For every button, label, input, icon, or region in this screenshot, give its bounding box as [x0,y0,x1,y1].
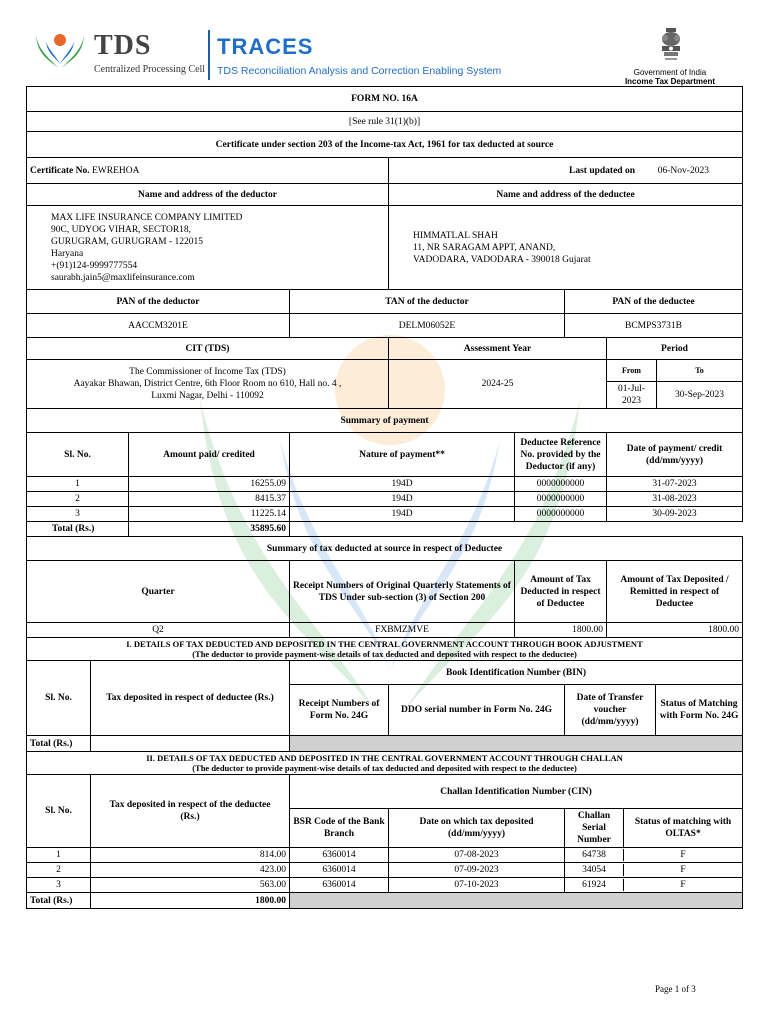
cit-heading-row [27,338,743,360]
period-from: 01-Jul-2023 [607,382,657,409]
cin-label: Challan Identification Number (CIN) [290,775,743,809]
cin-subheader: BSR Code of the Bank Branch [290,809,389,848]
challan-title: II. DETAILS OF TAX DEDUCTED AND DEPOSITED IN THE CENTRAL GOVERNMENT ACCOUNT THROUGH CHALLAN [146,753,623,763]
book-total-row [27,736,743,752]
party-address-row [27,206,743,290]
rule-row [27,112,743,132]
challan-bsr: 6360014 [290,878,389,893]
table-row [27,477,743,492]
challan-heading [27,752,743,775]
payment-header: Amount paid/ credited [129,433,290,477]
party-heading-row [27,184,743,206]
deductor-line: Haryana [51,248,84,259]
traces-title: TRACES [217,34,314,59]
payment-sl: 2 [27,492,129,507]
form-title: FORM NO. 16A [27,87,743,112]
pan-deductor: AACCM3201E [27,314,290,338]
deductor-line: GURUGRAM, GURUGRAM - 122015 [51,236,204,247]
book-sl-label: Sl. No. [27,661,91,736]
certificate-no: EWREHOA [91,165,140,176]
challan-status: F [680,865,686,875]
challan-serial-status [565,863,743,878]
table-row [27,507,743,522]
pan-tan-heading-row [27,290,743,314]
challan-tax-label: Tax deposited in respect of the deductee (Rs.) [91,775,290,848]
goi-label [610,68,730,86]
deductor-address [27,206,389,290]
last-updated-label: Last updated on [569,165,635,176]
tax-summary-header: Amount of Tax Deducted in respect of Deductee [515,561,607,623]
table-row [27,848,743,863]
challan-bsr: 6360014 [290,848,389,863]
payment-amount: 11225.14 [129,507,290,522]
challan-tax: 814.00 [91,848,290,863]
bin-subheader: DDO serial number in Form No. 24G [389,685,565,736]
payment-header: Date of payment/ credit (dd/mm/yyyy) [607,433,743,477]
assessment-year: 2024-25 [389,360,607,409]
tds-logo-icon [30,26,90,76]
bin-subheader: Date of Transfer voucher (dd/mm/yyyy) [565,685,656,735]
deductor-line: +(91)124-9999777554 [51,260,138,271]
national-emblem-icon [656,26,686,64]
challan-serial: 64738 [565,849,624,861]
challan-date: 07-10-2023 [389,878,565,893]
payment-total-row [27,522,743,537]
payment-date: 30-09-2023 [607,507,743,522]
period-to: 30-Sep-2023 [657,382,743,409]
certificate-heading-row [27,132,743,158]
deductor-line: saurabh.jain5@maxlifeinsurance.com [51,272,195,283]
certificate-cell [27,158,389,184]
challan-sl: 2 [27,863,91,878]
challan-heading-row [27,752,743,775]
book-adjustment-subtitle: (The deductor to provide payment-wise details of tax deducted and deposited with respect to the deductee) [192,649,577,659]
bin-header-row [27,661,743,685]
challan-status: F [680,850,686,860]
payment-sl: 3 [27,507,129,522]
book-adjustment-heading [27,638,743,661]
table-row [27,863,743,878]
cin-subheader: Status of matching with OLTAS* [634,817,732,839]
pan-deductee: BCMPS3731B [565,314,743,338]
challan-tax: 423.00 [91,863,290,878]
payment-total-label: Total (Rs.) [27,522,129,537]
cit-row-1 [27,360,743,382]
cin-subheader: Challan Serial Number [565,809,624,847]
header-divider [208,30,210,80]
challan-sl: 1 [27,848,91,863]
tan-deductor: DELM06052E [290,314,565,338]
cin-header-row [27,775,743,809]
challan-subtitle: (The deductor to provide payment-wise details of tax deducted and deposited with respect to the deductee) [192,763,577,773]
payment-date: 31-08-2023 [607,492,743,507]
quarter: Q2 [27,623,290,638]
book-tax-label: Tax deposited in respect of deductee (Rs.) [91,661,290,736]
challan-status: F [680,880,686,890]
last-updated-cell [389,158,743,184]
deductee-heading: Name and address of the deductee [389,184,743,206]
bin-label: Book Identification Number (BIN) [290,661,743,685]
challan-serial-status [565,878,743,893]
deductor-line: 90C, UDYOG VIHAR, SECTOR18, [51,224,192,235]
payment-nature: 194D [290,477,515,492]
assessment-year-label: Assessment Year [389,338,607,360]
challan-total: 1800.00 [91,893,290,909]
deductor-line: MAX LIFE INSURANCE COMPANY LIMITED [51,212,243,223]
goi-line1: Government of India [633,68,707,77]
form-title-row [27,87,743,112]
period-to-label: To [657,360,743,382]
book-total-label: Total (Rs.) [27,736,91,752]
challan-date: 07-09-2023 [389,863,565,878]
deductor-heading: Name and address of the deductor [27,184,389,206]
challan-serial: 34054 [565,864,624,876]
pan-tan-value-row [27,314,743,338]
payment-total: 35895.60 [129,522,290,537]
tax-summary-header: Amount of Tax Deposited / Remitted in respect of Deductee [607,561,743,623]
challan-sl-label: Sl. No. [27,775,91,848]
book-total-shaded [290,736,743,752]
tan-deductor-label: TAN of the deductor [290,290,565,314]
bin-subheader: Receipt Numbers of Form No. 24G [290,685,389,736]
tds-logo-text: TDS [94,30,152,61]
book-adjustment-title: I. DETAILS OF TAX DEDUCTED AND DEPOSITED IN THE CENTRAL GOVERNMENT ACCOUNT THROUGH BOOK ADJUSTMENT [126,639,643,649]
tax-deposited: 1800.00 [607,623,743,638]
payment-header: Sl. No. [27,433,129,477]
cit-address [27,360,389,409]
challan-serial: 61924 [565,879,624,891]
table-row [27,878,743,893]
last-updated-value: 06-Nov-2023 [657,165,709,176]
deductee-line: HIMMATLAL SHAH [413,230,498,241]
deductee-address [389,206,743,290]
page-header [0,0,768,86]
cit-label: CIT (TDS) [27,338,389,360]
book-total-value [91,736,290,752]
cpc-text: Centralized Processing Cell [94,64,206,75]
bin-subheader-group [565,685,743,736]
payment-header: Deductee Reference No. provided by the Deductor (if any) [515,433,607,477]
form-rule: [See rule 31(1)(b)] [27,112,743,132]
book-adjustment-heading-row [27,638,743,661]
payment-date: 31-07-2023 [607,477,743,492]
certificate-row [27,158,743,184]
cin-subheader: Date on which tax deposited (dd/mm/yyyy) [389,809,565,848]
pan-deductor-label: PAN of the deductor [27,290,290,314]
payment-ref: 0000000000 [515,477,607,492]
table-row [27,492,743,507]
certificate-heading: Certificate under section 203 of the Income-tax Act, 1961 for tax deducted at source [27,132,743,158]
challan-total-label: Total (Rs.) [27,893,91,909]
payment-nature: 194D [290,507,515,522]
challan-sl: 3 [27,878,91,893]
cit-line: The Commissioner of Income Tax (TDS) [129,367,286,377]
payment-nature: 194D [290,492,515,507]
tax-summary-header-row [27,561,743,623]
tax-summary-heading: Summary of tax deducted at source in respect of Deductee [27,537,743,561]
traces-subtitle: TDS Reconciliation Analysis and Correction Enabling System [217,65,502,77]
deductee-line: VADODARA, VADODARA - 390018 Gujarat [413,254,591,265]
challan-tax: 563.00 [91,878,290,893]
payment-sl: 1 [27,477,129,492]
cit-line: Luxmi Nagar, Delhi - 110092 [151,391,264,401]
payment-ref: 0000000000 [515,507,607,522]
tax-summary-heading-row [27,537,743,561]
deductee-line: 11, NR SARAGAM APPT, ANAND, [413,242,556,253]
challan-serial-status [565,848,743,863]
table-row [27,623,743,638]
goi-line2: Income Tax Department [624,77,716,86]
cit-line: Aayakar Bhawan, District Centre, 6th Floor Room no 610, Hall no. 4 , [73,379,342,389]
payment-amount: 16255.09 [129,477,290,492]
cin-subheader-group [565,809,743,848]
payment-header-row [27,433,743,477]
challan-bsr: 6360014 [290,863,389,878]
period-from-label: From [607,360,657,382]
period-label: Period [607,338,743,360]
payment-summary-heading-row [27,409,743,433]
bin-subheader: Status of Matching with Form No. 24G [659,699,739,721]
challan-total-shaded [290,893,743,909]
receipt-number: FXBMZMVE [290,623,515,638]
payment-header: Nature of payment** [290,433,515,477]
certificate-label: Certificate No. [30,165,90,176]
tax-summary-header: Receipt Numbers of Original Quarterly Statements of TDS Under sub-section (3) of Section 200 [290,561,515,623]
challan-date: 07-08-2023 [389,848,565,863]
tax-deducted: 1800.00 [515,623,607,638]
page-number: Page 1 of 3 [655,984,696,994]
payment-total-blank [290,522,743,537]
pan-deductee-label: PAN of the deductee [565,290,743,314]
payment-summary-heading: Summary of payment [27,409,743,433]
payment-amount: 8415.37 [129,492,290,507]
form-16a-table [26,86,743,909]
tax-summary-header: Quarter [27,561,290,623]
payment-ref: 0000000000 [515,492,607,507]
challan-total-row [27,893,743,909]
